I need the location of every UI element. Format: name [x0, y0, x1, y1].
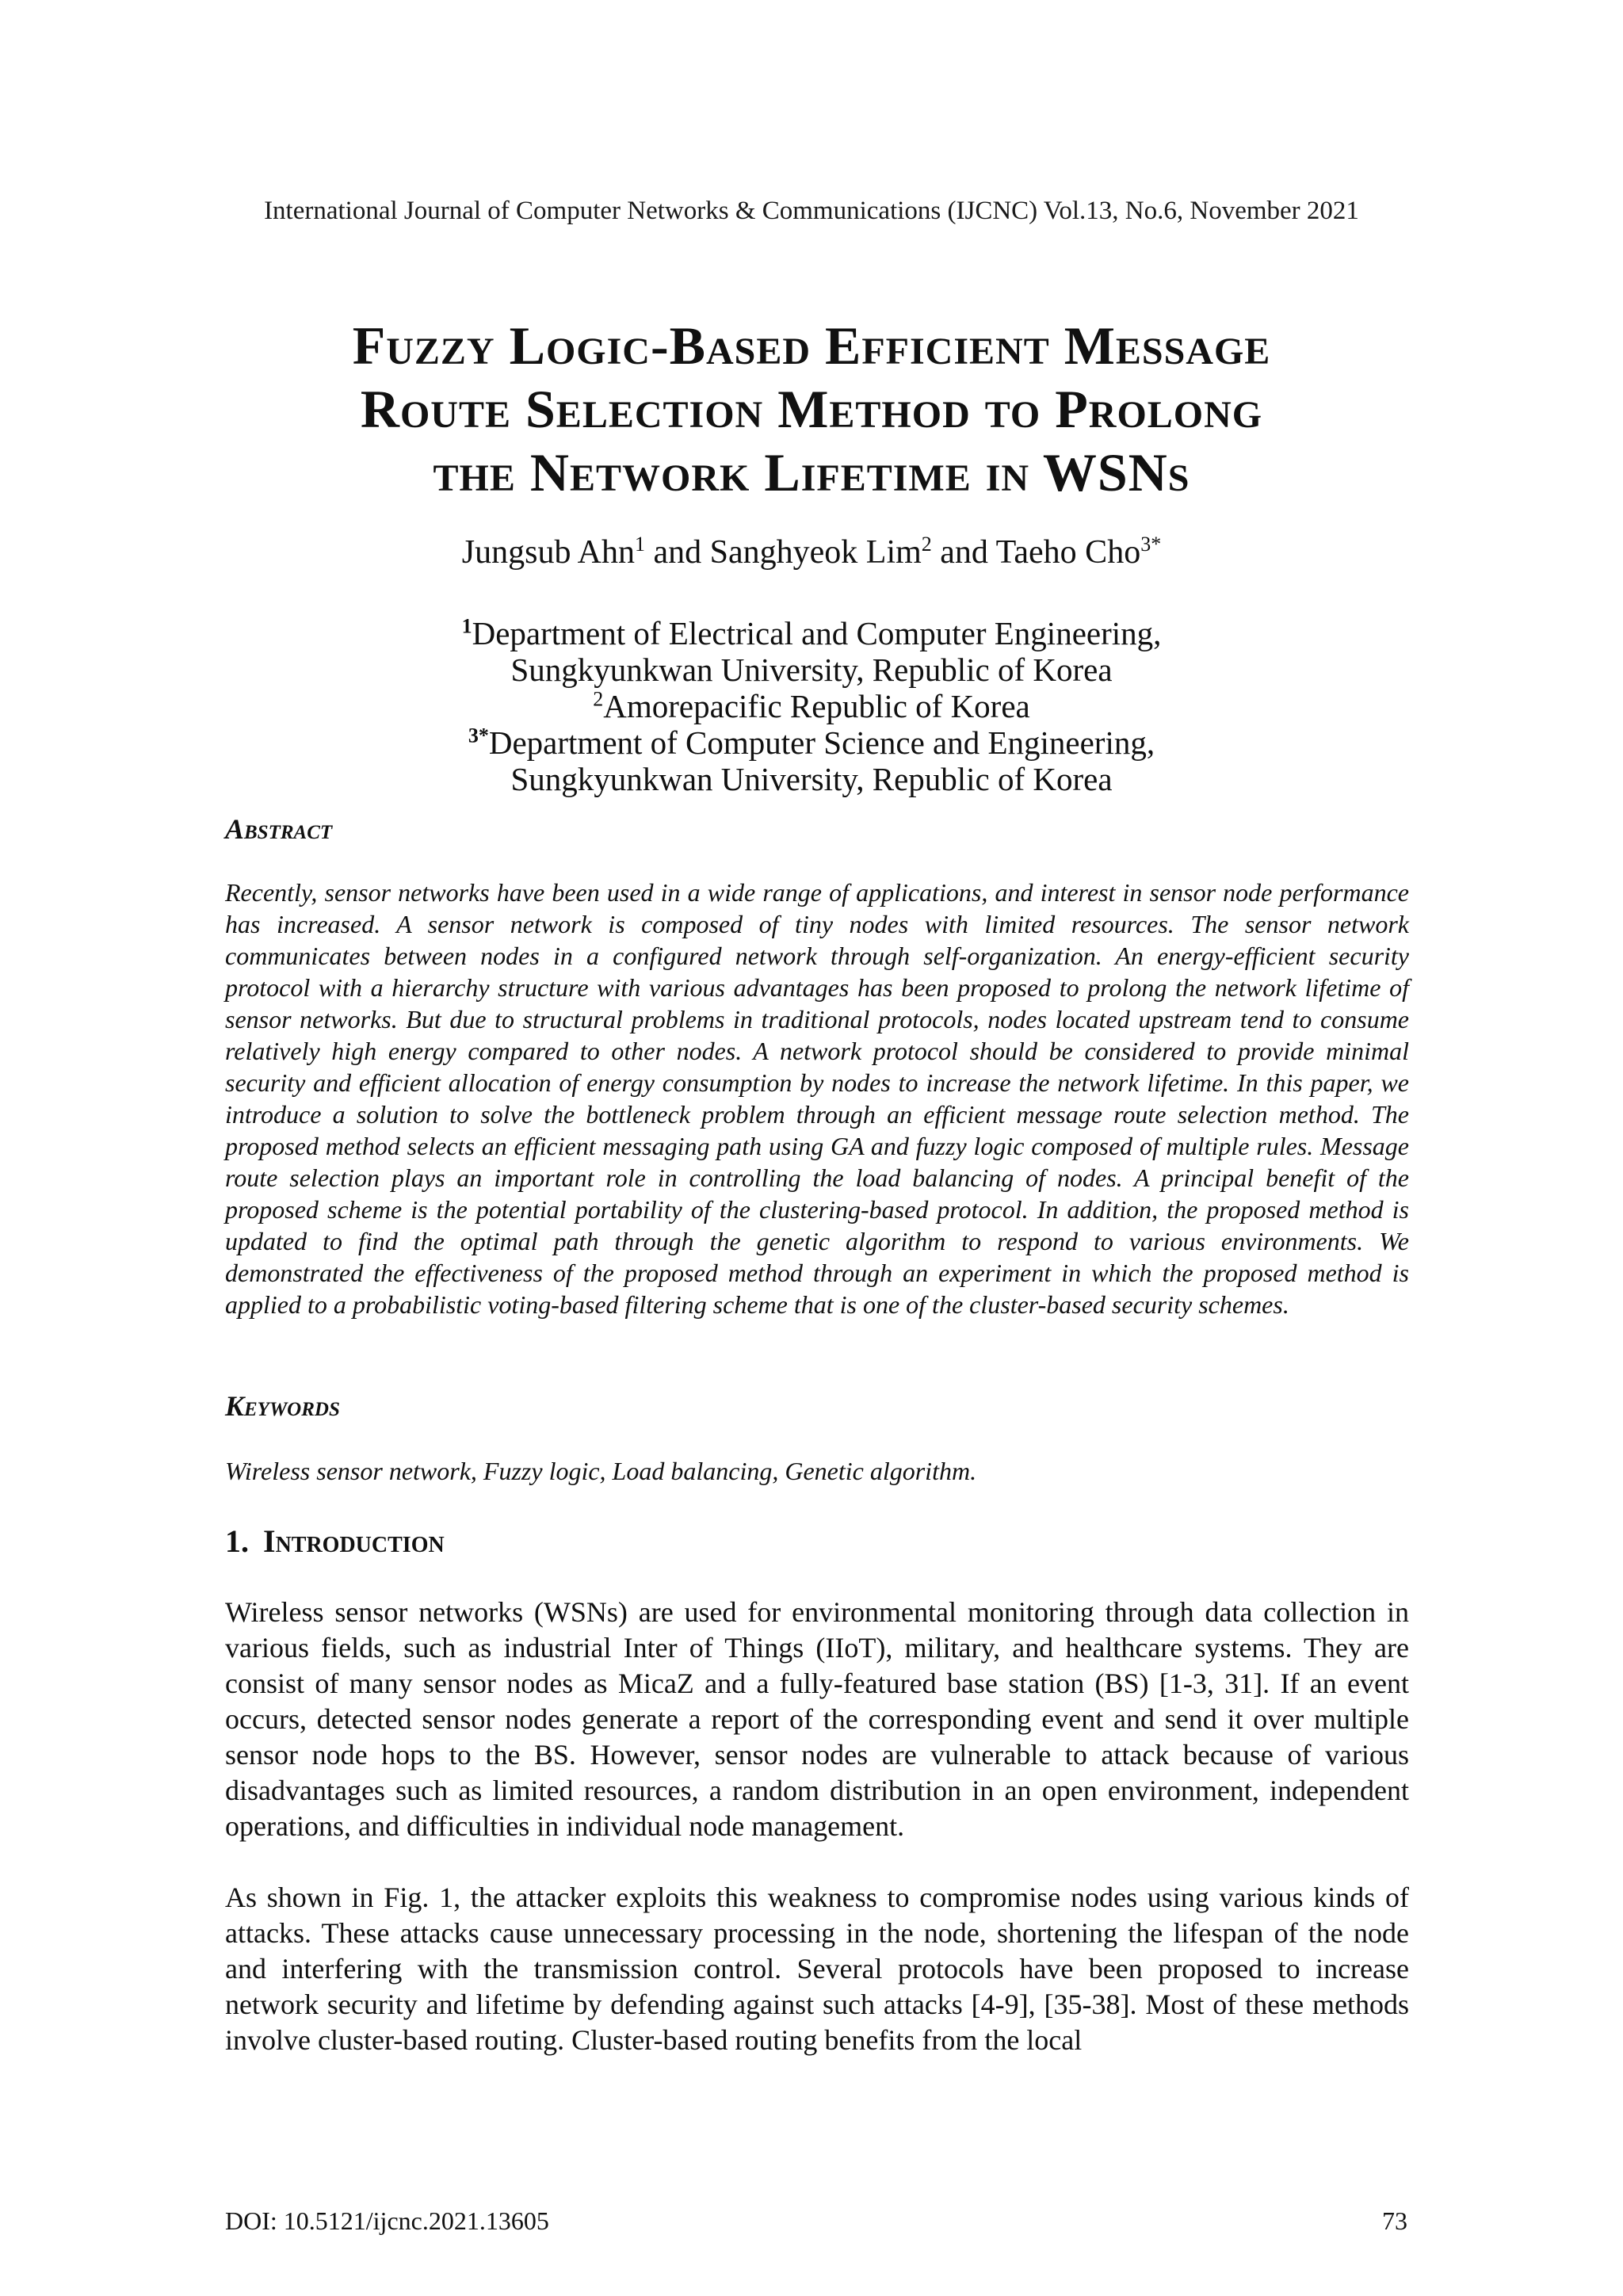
section-number: 1. [225, 1523, 249, 1559]
affiliation-mark: 1 [461, 614, 472, 638]
title-line-3: the Network Lifetime in WSNs [433, 442, 1190, 502]
running-header: International Journal of Computer Networks & Communications (IJCNC) Vol.13, No.6, November 2021 [264, 197, 1359, 225]
keywords-heading: Keywords [225, 1390, 340, 1422]
author-name: Taeho Cho [995, 534, 1141, 571]
abstract-body: Recently, sensor networks have been used in a wide range of applications, and interest in sensor node performance has increased. A sensor network is composed of tiny nodes with limited resources. The sensor network communicates between nodes in a configured network through self-organization. An energy-efficient security protocol with a hierarchy structure with various advantages has been proposed to prolong the network lifetime of sensor networks. But due to structural problems in traditional protocols, nodes located upstream tend to consume relatively high energy compared to other nodes. A network protocol should be considered to provide minimal security and efficient allocation of energy consumption by nodes to increase the network lifetime. In this paper, we introduce a solution to solve the bottleneck problem through an efficient message route selection method. The proposed method selects an efficient messaging path using GA and fuzzy logic composed of multiple rules. Message route selection plays an important role in controlling the load balancing of nodes. A principal benefit of the proposed scheme is the potential portability of the clustering-based protocol. In addition, the proposed method is updated to find the optimal path through the genetic algorithm to respond to various environments. We demonstrated the effectiveness of the proposed method through an experiment in which the proposed method is applied to a probabilistic voting-based filtering scheme that is one of the cluster-based security schemes. [225, 878, 1409, 1319]
abstract-heading: Abstract [225, 813, 333, 845]
affiliation-3 [178, 724, 1445, 761]
page-number: 73 [1382, 2206, 1407, 2235]
author-separator: and [644, 534, 710, 571]
affiliation-mark: 3* [468, 724, 489, 747]
author-affiliation-mark: 1 [634, 533, 645, 556]
affiliation-text: Department of Electrical and Computer Engineering, [472, 615, 1162, 651]
affiliation-3-line-2: Sungkyunkwan University, Republic of Korea [510, 761, 1113, 797]
title-line-2: Route Selection Method to Prolong [360, 379, 1263, 439]
affiliations [178, 615, 1445, 797]
introduction-heading [225, 1522, 445, 1561]
title-line-1: Fuzzy Logic-Based Efficient Message [352, 315, 1271, 376]
author-affiliation-mark: 2 [921, 533, 932, 556]
affiliation-2 [178, 688, 1445, 724]
footer-doi: DOI: 10.5121/ijcnc.2021.13605 [225, 2206, 549, 2235]
author-separator: and [931, 534, 996, 571]
paper-title [178, 314, 1445, 504]
author-name: Jungsub Ahn [461, 534, 635, 571]
author-list [178, 533, 1445, 572]
keywords-body: Wireless sensor network, Fuzzy logic, Load balancing, Genetic algorithm. [225, 1457, 977, 1485]
affiliation-1 [178, 615, 1445, 651]
introduction-paragraph-2: As shown in Fig. 1, the attacker exploits this weakness to compromise nodes using various kinds of attacks. These attacks cause unnecessary processing in the node, shortening the lifespan of the node and interfering with the transmission control. Several protocols have been proposed to increase network security and lifetime by defending against such attacks [4-9], [35-38]. Most of these methods involve cluster-based routing. Cluster-based routing benefits from the local [225, 1881, 1409, 2056]
affiliation-text: Department of Computer Science and Engineering, [488, 724, 1155, 761]
author-affiliation-mark: 3* [1140, 533, 1162, 556]
introduction-paragraph-1: Wireless sensor networks (WSNs) are used for environmental monitoring through data collection in various fields, such as industrial Inter of Things (IIoT), military, and healthcare systems. They are consist of many sensor nodes as MicaZ and a fully-featured base station (BS) [1-3, 31]. If an event occurs, detected sensor nodes generate a report of the corresponding event and send it over multiple sensor node hops to the BS. However, sensor nodes are vulnerable to attack because of various disadvantages such as limited resources, a random distribution in an open environment, independent operations, and difficulties in individual node management. [225, 1596, 1409, 1842]
affiliation-1-line-2: Sungkyunkwan University, Republic of Korea [510, 651, 1113, 688]
affiliation-mark: 2 [593, 687, 604, 711]
section-title: Introduction [263, 1523, 445, 1559]
affiliation-text: Amorepacific Republic of Korea [603, 688, 1030, 724]
author-name: Sanghyeok Lim [709, 534, 922, 571]
